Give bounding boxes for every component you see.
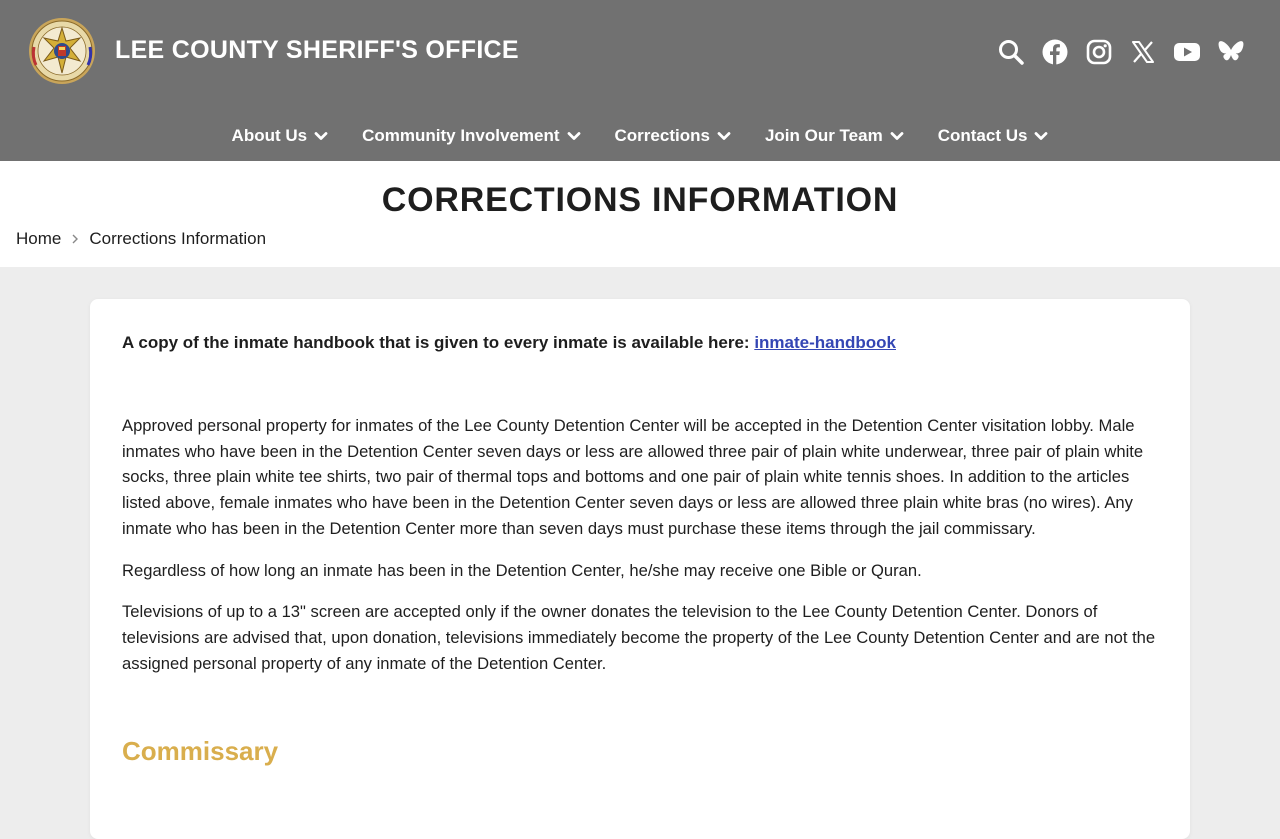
nav-label: Community Involvement bbox=[362, 126, 560, 145]
x-twitter-icon[interactable] bbox=[1128, 37, 1158, 67]
nav-contact-us[interactable] bbox=[938, 122, 1049, 150]
nav-join-our-team[interactable] bbox=[765, 122, 904, 150]
breadcrumb bbox=[16, 229, 266, 249]
commissary-heading: Commissary bbox=[122, 736, 279, 767]
bluesky-icon[interactable] bbox=[1216, 37, 1246, 67]
chevron-down-icon bbox=[567, 131, 581, 141]
inmate-handbook-link[interactable]: inmate-handbook bbox=[754, 333, 896, 352]
instagram-icon[interactable] bbox=[1084, 37, 1114, 67]
handbook-text: A copy of the inmate handbook that is given to every inmate is available here: bbox=[122, 333, 755, 352]
header-icons bbox=[996, 37, 1246, 67]
chevron-down-icon bbox=[717, 131, 731, 141]
main-nav bbox=[0, 122, 1280, 150]
page-title: CORRECTIONS INFORMATION bbox=[381, 181, 899, 219]
youtube-icon[interactable] bbox=[1172, 37, 1202, 67]
television-paragraph: Televisions of up to a 13" screen are accepted only if the owner donates the television to the Lee County Detention Center. Donors of televisions are advised that, upon donation, televisions immediately become the property of the Lee County Detention Center and are not the assigned personal property of any inmate of the Detention Center. bbox=[122, 602, 1156, 673]
chevron-down-icon bbox=[1034, 131, 1048, 141]
breadcrumb-current: Corrections Information bbox=[89, 229, 267, 248]
site-title[interactable]: LEE COUNTY SHERIFF'S OFFICE bbox=[115, 36, 519, 64]
page-title-band bbox=[0, 161, 1280, 267]
nav-corrections[interactable] bbox=[615, 122, 731, 150]
facebook-icon[interactable] bbox=[1040, 37, 1070, 67]
nav-label: About Us bbox=[231, 126, 308, 145]
nav-label: Join Our Team bbox=[764, 126, 883, 145]
search-icon[interactable] bbox=[996, 37, 1026, 67]
chevron-down-icon bbox=[314, 131, 328, 141]
sheriff-badge-logo[interactable] bbox=[28, 17, 96, 85]
religious-text-paragraph: Regardless of how long an inmate has been in the Detention Center, he/she may receive one Bible or Quran. bbox=[122, 560, 922, 580]
content-body bbox=[122, 331, 1162, 767]
content-card bbox=[90, 299, 1190, 839]
nav-label: Corrections bbox=[614, 126, 710, 145]
personal-property-paragraph: Approved personal property for inmates of the Lee County Detention Center will be accepted in the Detention Center visitation lobby. Male inmates who have been in the Detention Center seven days or less are allowed three pair of plain white underwear, three pair of plain white socks, three plain white tee shirts, two pair of thermal tops and bottoms and one pair of plain white tennis shoes. In addition to the articles listed above, female inmates who have been in the Detention Center seven days or less are allowed three plain white bras (no wires). Any inmate who has been in the Detention Center more than seven days must purchase these items through the jail commissary. bbox=[122, 416, 1144, 538]
nav-community-involvement[interactable] bbox=[362, 122, 580, 150]
nav-label: Contact Us bbox=[937, 126, 1028, 145]
chevron-right-icon bbox=[71, 233, 79, 245]
nav-about-us[interactable] bbox=[232, 122, 329, 150]
site-header bbox=[0, 0, 1280, 161]
handbook-notice bbox=[122, 331, 1162, 355]
chevron-down-icon bbox=[890, 131, 904, 141]
breadcrumb-home-link[interactable]: Home bbox=[16, 229, 62, 248]
